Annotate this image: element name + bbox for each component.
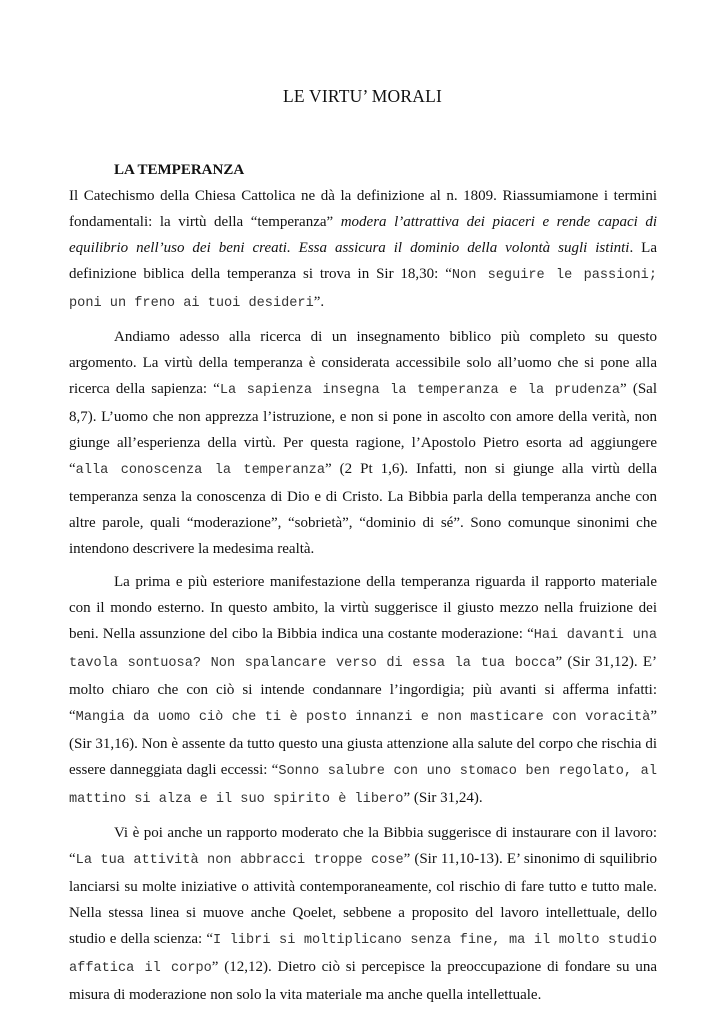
- paragraph-3-quote-1: Hai davanti una tavola sontuosa? Non spalancare verso di essa la tua bocca: [69, 628, 657, 671]
- section-heading: LA TEMPERANZA: [114, 162, 245, 178]
- document-body: [69, 157, 657, 1015]
- paragraph-2-quote-2: alla conoscenza la temperanza: [75, 463, 325, 478]
- paragraph-2-quote-1: La sapienza insegna la temperanza e la prudenza: [219, 383, 621, 398]
- paragraph-4-quote-1: La tua attività non abbracci troppe cose: [75, 853, 404, 868]
- paragraph-3-quote-3: Sonno salubre con uno stomaco ben regolato, al mattino si alza e il suo spirito è libero: [69, 764, 657, 807]
- paragraph-4-text-b: ” (Sir 11,10-13). E’ sinonimo di squilibrio lanciarsi su molte iniziative o attività contemporaneamente, col rischio di fare tutto e tutto male. Nella stessa linea si muove anche Qoelet, sebbene a proposito del lavoro intellettuale, dello studio e della scienza: “: [69, 851, 657, 947]
- paragraph-2-text-c: ” (2 Pt 1,6). Infatti, non si giunge alla virtù della temperanza senza la conoscenza di Dio e di Cristo. La Bibbia parla della temperanza anche con altre parole, quali “moderazione”, “sobrietà”, “dominio di sé”. Sono comunque sinonimi che intendono descrivere la medesima realtà.: [69, 461, 657, 557]
- paragraph-3-text-a: La prima e più esteriore manifestazione della temperanza riguarda il rapporto materiale con il mondo esterno. In questo ambito, la virtù suggerisce il giusto mezzo nella fruizione dei beni. Nella assunzione del cibo la Bibbia indica una costante moderazione: “: [69, 574, 657, 642]
- paragraph-3-text-b: ” (Sir 31,12). E’ molto chiaro che con ciò si intende condannare l’ingordigia; più avanti si afferma infatti: “: [69, 654, 658, 724]
- paragraph-1-text-a: Il Catechismo della Chiesa Cattolica ne dà la definizione al n. 1809. Riassumiamone i termini fondamentali: la virtù della “temperanza”: [69, 188, 657, 230]
- paragraph-3-text-c: ” (Sir 31,16). Non è assente da tutto questo una giusta attenzione alla salute del corpo che rischia di essere danneggiata dagli eccessi: “: [69, 708, 657, 778]
- paragraph-3-text-d: ” (Sir 31,24).: [403, 790, 483, 806]
- paragraph-4-quote-2: I libri si moltiplicano senza fine, ma il molto studio affatica il corpo: [69, 933, 657, 976]
- paragraph-3: [69, 569, 657, 813]
- paragraph-1-italic-definition: modera l’attrattiva dei piaceri e rende capaci di equilibrio nell’uso dei beni creati. Essa assicura il dominio della volontà sugli istinti: [69, 214, 657, 256]
- paragraph-2-text-a: Andiamo adesso alla ricerca di un insegnamento biblico più completo su questo argomento. La virtù della temperanza è considerata accessibile solo all’uomo che si pone alla ricerca della sapienza: “: [69, 329, 657, 397]
- paragraph-4-text-c: ” (12,12). Dietro ciò si percepisce la preoccupazione di fondare su una misura di moderazione non solo la vita materiale ma anche quella intellettuale.: [69, 959, 657, 1003]
- paragraph-4-text-a: Vi è poi anche un rapporto moderato che la Bibbia suggerisce di instaurare con il lavoro: “: [69, 825, 657, 867]
- page-title: LE VIRTU’ MORALI: [283, 86, 442, 106]
- paragraph-2: [69, 324, 657, 562]
- paragraph-1: [69, 183, 657, 317]
- paragraph-1-text-c: . La definizione biblica della temperanza si trova in Sir 18,30: “: [69, 240, 657, 282]
- paragraph-4: [69, 820, 657, 1008]
- paragraph-3-quote-2: Mangia da uomo ciò che ti è posto innanzi e non masticare con voracità: [75, 710, 651, 725]
- paragraph-1-quote-1: Non seguire le passioni; poni un freno ai tuoi desideri: [69, 268, 657, 311]
- paragraph-1-text-d: ”.: [313, 294, 325, 310]
- paragraph-2-text-b: ” (Sal 8,7). L’uomo che non apprezza l’istruzione, e non si pone in ascolto con amore della verità, non giunge all’esperienza della virtù. Per questa ragione, l’Apostolo Pietro esorta ad aggiungere “: [69, 381, 657, 477]
